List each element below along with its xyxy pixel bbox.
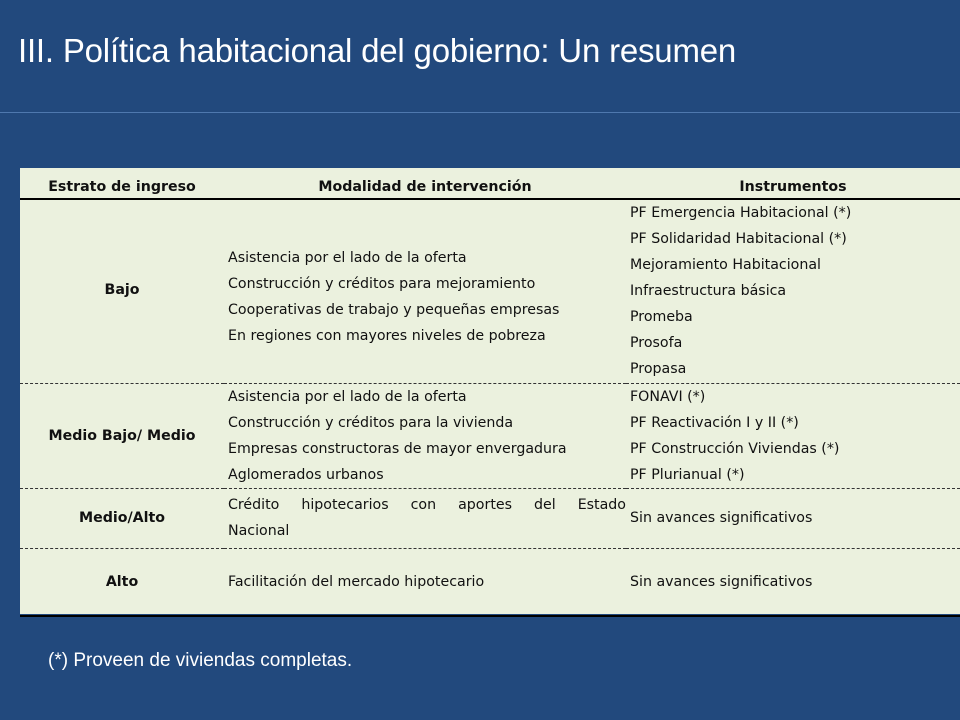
modalidad-line: Empresas constructoras de mayor envergadura bbox=[228, 440, 567, 457]
modalidad-line: Facilitación del mercado hipotecario bbox=[228, 573, 485, 590]
table-row bbox=[20, 488, 960, 548]
table-row bbox=[20, 199, 960, 383]
modalidad-line: Construcción y créditos para mejoramiento bbox=[228, 276, 536, 293]
table-row bbox=[20, 383, 960, 488]
modalidad-cell bbox=[224, 548, 626, 616]
instrumento-line: Propasa bbox=[630, 361, 687, 378]
modalidad-cell bbox=[224, 199, 626, 383]
instrumento-line: PF Reactivación I y II (*) bbox=[630, 414, 799, 431]
instrumento-line: Sin avances significativos bbox=[630, 573, 813, 590]
title-divider bbox=[0, 112, 960, 113]
modalidad-line: Asistencia por el lado de la oferta bbox=[228, 250, 467, 267]
header-estrato: Estrato de ingreso bbox=[20, 168, 224, 199]
instrumento-line: PF Plurianual (*) bbox=[630, 466, 745, 483]
instrumentos-cell bbox=[626, 488, 960, 548]
modalidad-line: En regiones con mayores niveles de pobreza bbox=[228, 328, 546, 345]
instrumento-line: PF Construcción Viviendas (*) bbox=[630, 440, 840, 457]
header-instrumentos: Instrumentos bbox=[626, 168, 960, 199]
estrato-cell: Medio Bajo/ Medio bbox=[20, 383, 224, 488]
table-header-row bbox=[20, 168, 960, 199]
header-modalidad: Modalidad de intervención bbox=[224, 168, 626, 199]
modalidad-line: Cooperativas de trabajo y pequeñas empresas bbox=[228, 302, 560, 319]
instrumento-line: FONAVI (*) bbox=[630, 388, 706, 405]
instrumento-line: Sin avances significativos bbox=[630, 510, 813, 526]
instrumentos-cell bbox=[626, 199, 960, 383]
modalidad-line: Construcción y créditos para la vivienda bbox=[228, 414, 514, 431]
table-row bbox=[20, 548, 960, 616]
modalidad-line: Aglomerados urbanos bbox=[228, 466, 384, 483]
estrato-cell: Alto bbox=[20, 548, 224, 616]
summary-table bbox=[20, 168, 960, 617]
modalidad-line: Asistencia por el lado de la oferta bbox=[228, 388, 467, 405]
modalidad-line: Crédito hipotecarios con aportes del Estado bbox=[228, 497, 626, 513]
estrato-cell: Bajo bbox=[20, 199, 224, 383]
instrumento-line: Infraestructura básica bbox=[630, 283, 787, 300]
instrumentos-cell bbox=[626, 383, 960, 488]
estrato-cell: Medio/Alto bbox=[20, 488, 224, 548]
modalidad-cell bbox=[224, 383, 626, 488]
modalidad-cell bbox=[224, 488, 626, 548]
instrumento-line: Prosofa bbox=[630, 335, 683, 352]
instrumentos-cell bbox=[626, 548, 960, 616]
instrumento-line: Promeba bbox=[630, 309, 693, 326]
slide-title: III. Política habitacional del gobierno: Un resumen bbox=[18, 32, 737, 69]
modalidad-line: Nacional bbox=[228, 523, 290, 539]
instrumento-line: PF Solidaridad Habitacional (*) bbox=[630, 231, 847, 248]
summary-table-panel bbox=[20, 168, 960, 614]
footnote: (*) Proveen de viviendas completas. bbox=[48, 650, 353, 671]
instrumento-line: Mejoramiento Habitacional bbox=[630, 257, 821, 274]
instrumento-line: PF Emergencia Habitacional (*) bbox=[630, 205, 852, 222]
